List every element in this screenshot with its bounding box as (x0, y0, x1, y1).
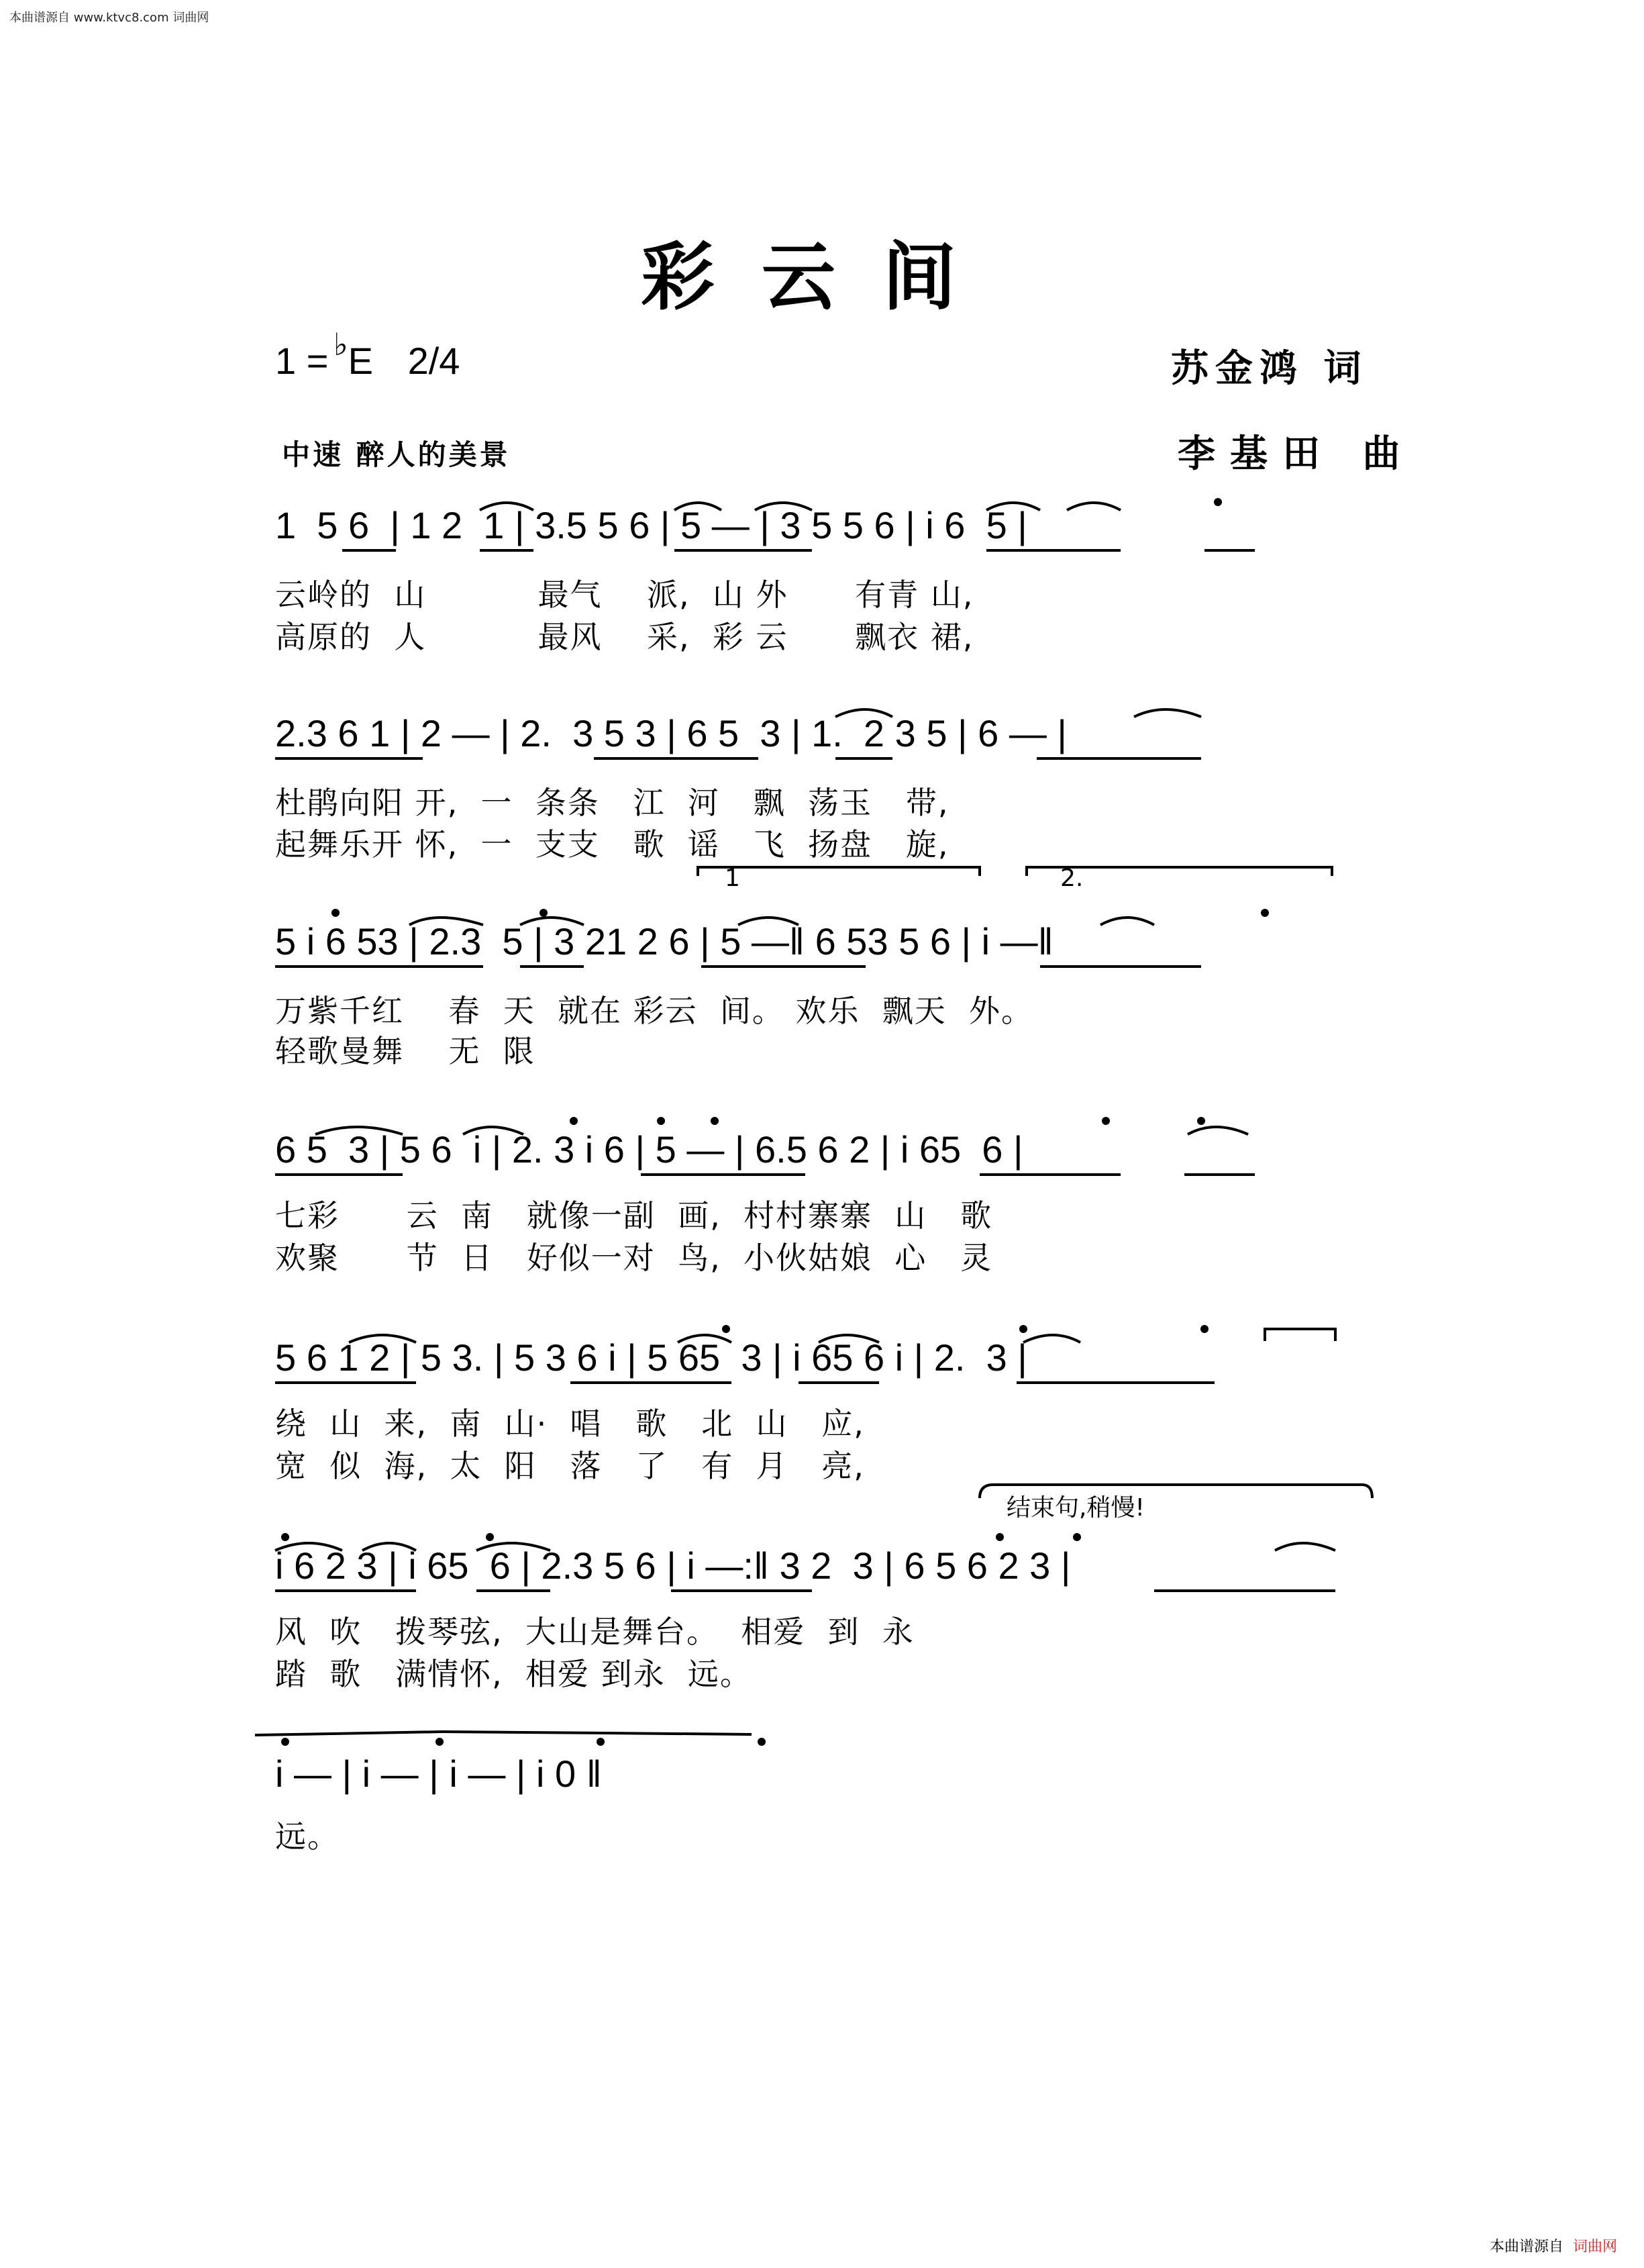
octave-dot (996, 1533, 1004, 1541)
octave-dot (722, 1325, 730, 1333)
slur-mark (463, 1127, 523, 1134)
notation-row-5: 5 6 1 2 | 5 3. | 5 3 6 i | 5 65 3 | i 65 6 i | 2. 3 | (275, 1336, 1027, 1379)
lyric-row-6-verse-2: 踏 歌 满情怀, 相爱 到永 远。 (275, 1656, 752, 1692)
footer-source: 本曲谱源自 (1489, 2238, 1563, 2255)
slur-mark (1023, 1335, 1080, 1342)
volta-2-label: 2. (1060, 865, 1084, 892)
slur-mark (362, 1543, 416, 1550)
lyricist-credit: 苏金鸿 词 (1171, 347, 1368, 391)
octave-dot (281, 1533, 289, 1541)
octave-dot (711, 1117, 719, 1125)
slur-mark (755, 503, 812, 510)
composer-credit: 李基田 曲 (1178, 432, 1415, 476)
lyric-row-1-verse-2: 高原的 人 最风 采, 彩 云 飘衣 裙, (275, 619, 974, 655)
slur-mark (480, 503, 533, 510)
lyric-row-2-verse-1: 杜鹃向阳 开, 一 条条 江 河 飘 荡玉 带, (275, 785, 949, 821)
octave-dot (1102, 1117, 1110, 1125)
tempo-marking: 中速 醉人的美景 (282, 438, 511, 471)
slur-mark (1275, 1543, 1335, 1550)
ending-bracket (980, 1485, 1372, 1498)
lyric-row-5-verse-1: 绕 山 来, 南 山· 唱 歌 北 山 应, (275, 1406, 865, 1442)
volta-bracket-1 (698, 867, 980, 876)
flat-sign: ♭ (333, 327, 348, 362)
octave-dot (1197, 1117, 1205, 1125)
lyric-row-4-verse-1: 七彩 云 南 就像一副 画, 村村寨寨 山 歌 (275, 1197, 993, 1234)
ending-annotation: 结束句,稍慢! (1007, 1494, 1145, 1522)
octave-dot (570, 1117, 578, 1125)
slur-mark (349, 1335, 416, 1342)
volta-1-label: 1 (725, 865, 740, 892)
octave-dot (1073, 1533, 1081, 1541)
lyric-row-2-verse-2: 起舞乐开 怀, 一 支支 歌 谣 飞 扬盘 旋, (275, 826, 949, 862)
octave-dot (486, 1533, 494, 1541)
lyric-row-6-verse-1: 风 吹 拨琴弦, 大山是舞台。 相爱 到 永 (275, 1614, 915, 1650)
slur-mark (674, 503, 721, 510)
octave-dot (1019, 1325, 1027, 1333)
slur-mark (819, 1335, 879, 1342)
octave-dot (435, 1738, 444, 1746)
slur-mark (409, 918, 483, 925)
tie-mark (443, 1732, 604, 1733)
slur-mark (986, 503, 1040, 510)
octave-dot (758, 1738, 766, 1746)
lyric-row-5-verse-2: 宽 似 海, 太 阳 落 了 有 月 亮, (275, 1448, 865, 1484)
slur-mark (1188, 1127, 1248, 1134)
tie-mark (1265, 1329, 1335, 1341)
octave-dot (1200, 1325, 1209, 1333)
notation-row-1: 1 5 6 | 1 2 1 | 3.5 5 6 | 5 — | 3 5 5 6 | i 6 5 | (275, 504, 1027, 546)
slur-mark (476, 1543, 550, 1550)
source-note: 本曲谱源自 www.ktvc8.com 词曲网 (9, 11, 209, 25)
slur-mark (835, 709, 892, 717)
slur-mark (315, 1127, 403, 1134)
lyric-row-3-verse-1: 万紫千红 春 天 就在 彩云 间。 欢乐 飘天 外。 (275, 993, 1033, 1029)
octave-dot (1214, 498, 1222, 506)
tie-mark (604, 1733, 752, 1734)
notation-row-2: 2.3 6 1 | 2 — | 2. 3 5 3 | 6 5 3 | 1. 2 3 5 | 6 — | (275, 712, 1067, 754)
slur-mark (1100, 918, 1154, 925)
tie-mark (255, 1732, 443, 1735)
song-title: 彩云间 (641, 234, 1003, 320)
notation-row-4: 6 5 3 | 5 6 i | 2. 3 i 6 | 5 — | 6.5 6 2 | i 65 6 | (275, 1128, 1023, 1171)
lyric-row-4-verse-2: 欢聚 节 日 好似一对 鸟, 小伙姑娘 心 灵 (275, 1240, 993, 1276)
key-prefix: 1 = (275, 340, 339, 382)
lyric-row-1-verse-1: 云岭的 山 最气 派, 山 外 有青 山, (275, 577, 974, 613)
volta-bracket-2 (1027, 867, 1332, 876)
octave-dot (657, 1117, 665, 1125)
octave-dot (540, 909, 548, 917)
octave-dot (281, 1738, 289, 1746)
slur-mark (1134, 709, 1201, 717)
slur-mark (1067, 503, 1121, 510)
notation-row-7: i — | i — | i — | i 0 ‖ (275, 1753, 602, 1795)
slur-mark (520, 918, 584, 925)
octave-dot (597, 1738, 605, 1746)
time-signature: 2/4 (407, 340, 460, 382)
slur-mark (738, 918, 799, 925)
octave-dot (331, 909, 340, 917)
lyric-row-7: 远。 (275, 1818, 340, 1855)
octave-dot (1261, 909, 1269, 917)
slur-mark (678, 1335, 731, 1342)
slur-mark (275, 1543, 342, 1550)
footer-brand-link[interactable]: 词曲网 (1572, 2238, 1617, 2255)
lyric-row-3-verse-2: 轻歌曼舞 无 限 (275, 1033, 535, 1069)
notation-row-3: 5 i 6 53 | 2.3 5 | 3 21 2 6 | 5 —‖ 6 53 5 6 | i —‖ (275, 920, 1054, 963)
key-note: E (348, 340, 374, 382)
notation-row-6: i 6 2 3 | i 65 6 | 2.3 5 6 | i —:‖ 3 2 3 | 6 5 6 2 3 | (275, 1544, 1071, 1587)
